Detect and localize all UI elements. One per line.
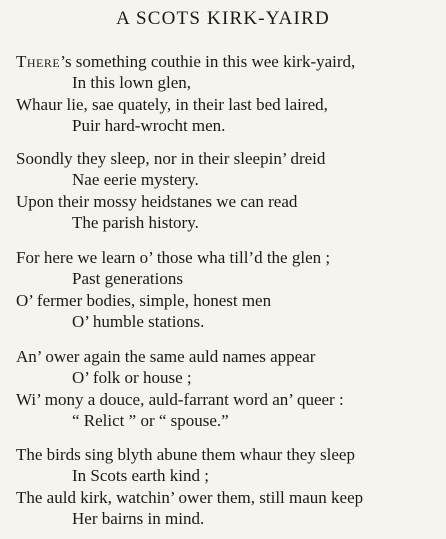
poem-line: In this lown glen, [72,73,191,93]
stanza-4 [16,346,441,432]
poem-line: An’ ower again the same auld names appear [16,347,316,366]
poem-line: Whaur lie, sae quately, in their last bed laired, [16,94,328,114]
poem-line: For here we learn o’ those wha till’d the glen ; [16,248,331,267]
poem-line: O’ humble stations. [72,312,205,332]
poem-line: The parish history. [72,213,199,233]
stanza-3 [16,247,441,333]
poem-line: O’ folk or house ; [72,368,192,388]
poem-line: In Scots earth kind ; [72,466,209,486]
poem-line: Puir hard-wrocht men. [72,116,226,136]
poem-line: Wi’ mony a douce, auld-farrant word an’ queer : [16,389,344,409]
poem-line: The birds sing blyth abune them whaur they sleep [16,445,355,464]
drop-word: There [16,52,61,71]
poem-line: “ Relict ” or “ spouse.” [72,411,229,431]
stanza-1 [16,51,441,137]
poem-line: Nae eerie mystery. [72,170,199,190]
poem-line: Soondly they sleep, nor in their sleepin’ dreid [16,149,326,168]
poem-line: O’ fermer bodies, simple, honest men [16,290,272,310]
poem-line: Upon their mossy heidstanes we can read [16,191,298,211]
poem-title: A SCOTS KIRK-YAIRD [116,8,330,29]
line-text: ’s something couthie in this wee kirk-yaird, [60,52,356,71]
poem-line [16,51,441,72]
stanza-2 [16,148,441,234]
poem-line: The auld kirk, watchin’ ower them, still maun keep [16,487,364,507]
stanza-5 [16,444,441,530]
poem-line: Her bairns in mind. [72,509,205,529]
poem-line: Past generations [72,269,183,289]
